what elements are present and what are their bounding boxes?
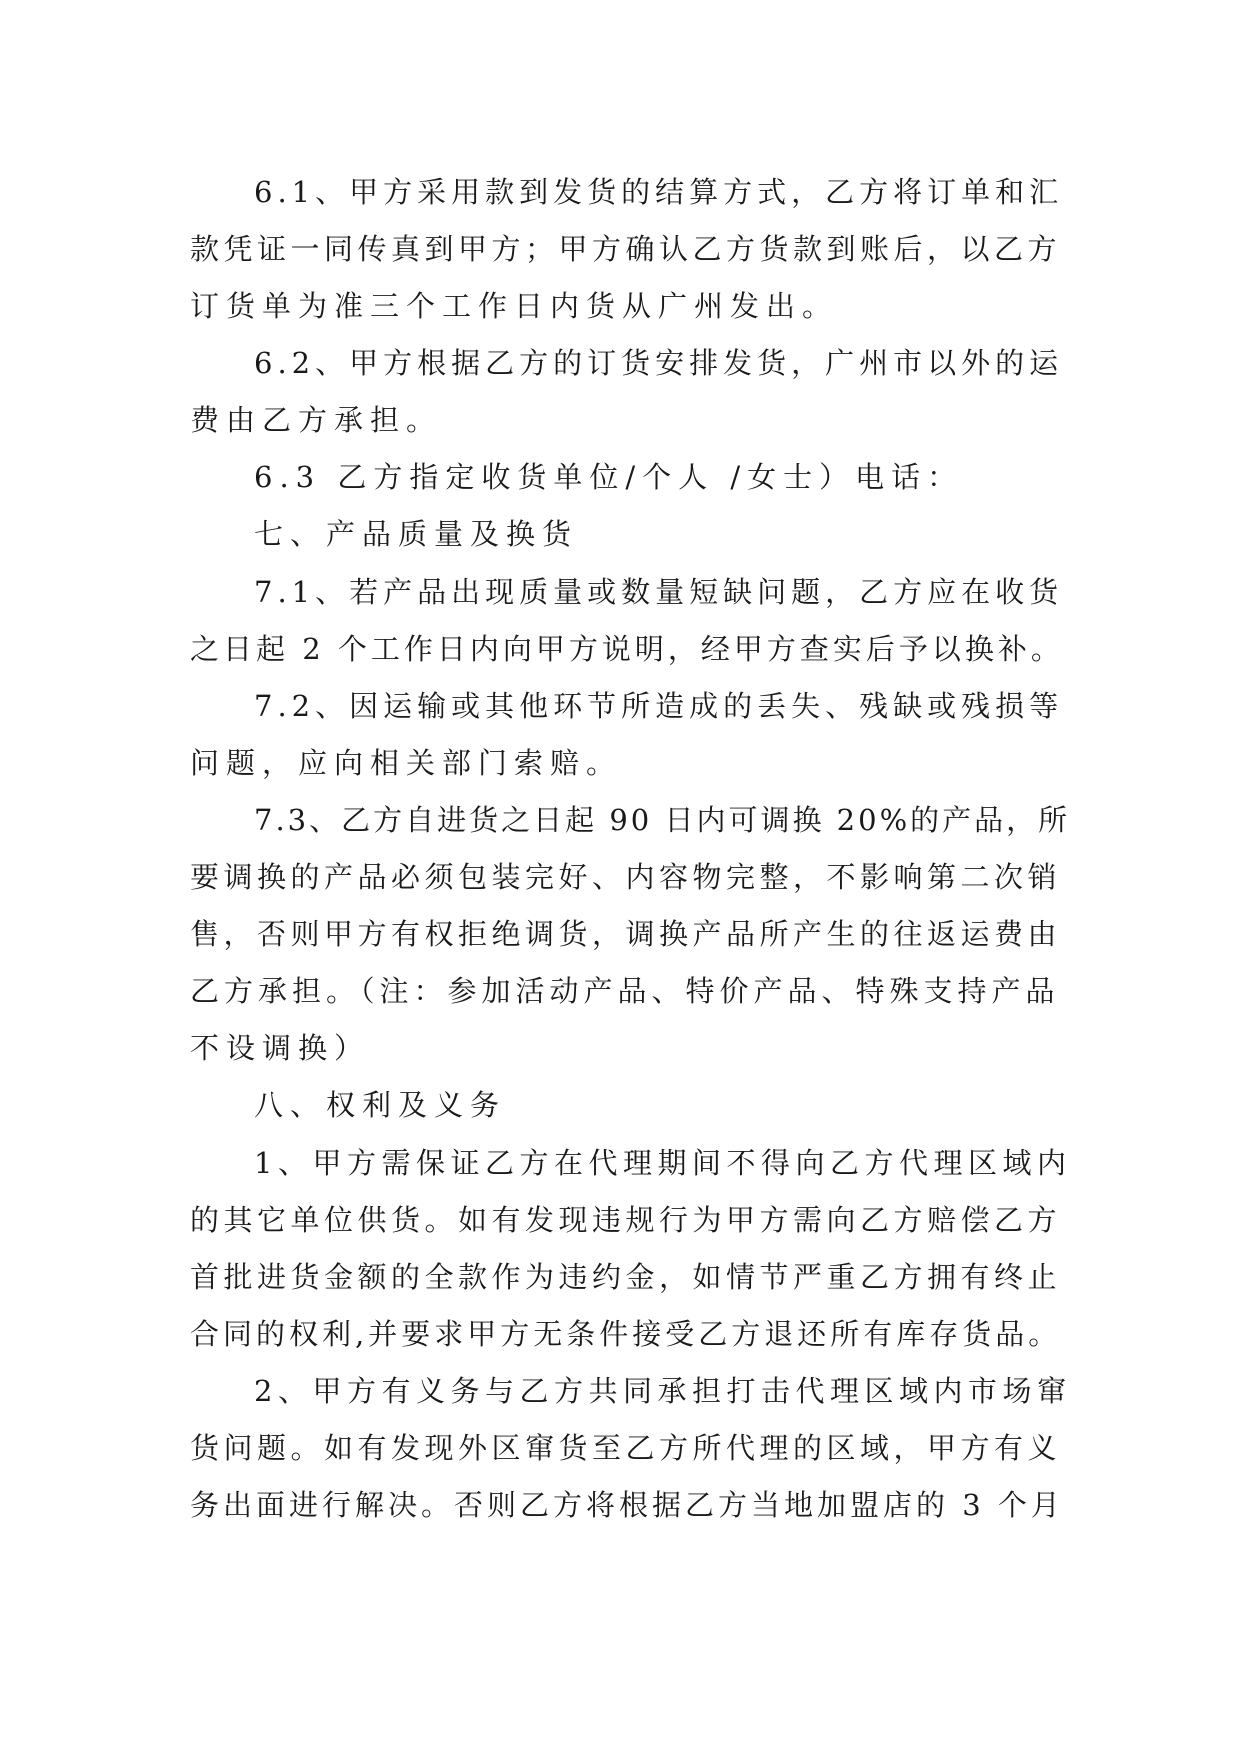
text-line: 7.3、乙方自进货之日起 90 日内可调换 20%的产品，所 xyxy=(254,803,1071,837)
text-line: 的其它单位供货。如有发现违规行为甲方需向乙方赔偿乙方 xyxy=(190,1203,1062,1237)
text-line: 首批进货金额的全款作为违约金，如情节严重乙方拥有终止 xyxy=(190,1260,1062,1294)
text-line: 售，否则甲方有权拒绝调货，调换产品所产生的往返运费由 xyxy=(190,917,1062,951)
text-line: 务出面进行解决。否则乙方将根据乙方当地加盟店的 3 个月 xyxy=(190,1488,1064,1522)
text-line: 1、甲方需保证乙方在代理期间不得向乙方代理区域内 xyxy=(254,1146,1072,1180)
text-line: 6.2、甲方根据乙方的订货安排发货，广州市以外的运 xyxy=(254,346,1064,380)
text-line: 7.1、若产品出现质量或数量短缺问题，乙方应在收货 xyxy=(254,575,1064,609)
text-line: 要调换的产品必须包装完好、内容物完整，不影响第二次销 xyxy=(190,860,1062,894)
text-line: 2、甲方有义务与乙方共同承担打击代理区域内市场窜 xyxy=(254,1374,1072,1408)
text-line: 款凭证一同传真到甲方；甲方确认乙方货款到账后，以乙方 xyxy=(190,232,1062,266)
text-line: 6.1、甲方采用款到发货的结算方式，乙方将订单和汇 xyxy=(254,175,1064,209)
text-line: 不设调换） xyxy=(190,1031,371,1065)
text-line: 6.3 乙方指定收货单位/个人 /女士）电话： xyxy=(254,460,964,494)
text-line: 货问题。如有发现外区窜货至乙方所代理的区域，甲方有义 xyxy=(190,1431,1062,1465)
text-line: 之日起 2 个工作日内向甲方说明，经甲方查实后予以换补。 xyxy=(190,632,1064,666)
text-line: 乙方承担。（注：参加活动产品、特价产品、特殊支持产品 xyxy=(190,974,1060,1008)
section-heading: 七、产品质量及换货 xyxy=(254,517,579,551)
text-line: 7.2、因运输或其他环节所造成的丢失、残缺或残损等 xyxy=(254,689,1064,723)
text-line: 合同的权利,并要求甲方无条件接受乙方退还所有库存货品。 xyxy=(190,1317,1062,1351)
section-heading: 八、权利及义务 xyxy=(254,1088,507,1122)
text-line: 问题，应向相关部门索赔。 xyxy=(190,746,623,780)
text-line: 订货单为准三个工作日内货从广州发出。 xyxy=(190,289,839,323)
text-line: 费由乙方承担。 xyxy=(190,403,443,437)
